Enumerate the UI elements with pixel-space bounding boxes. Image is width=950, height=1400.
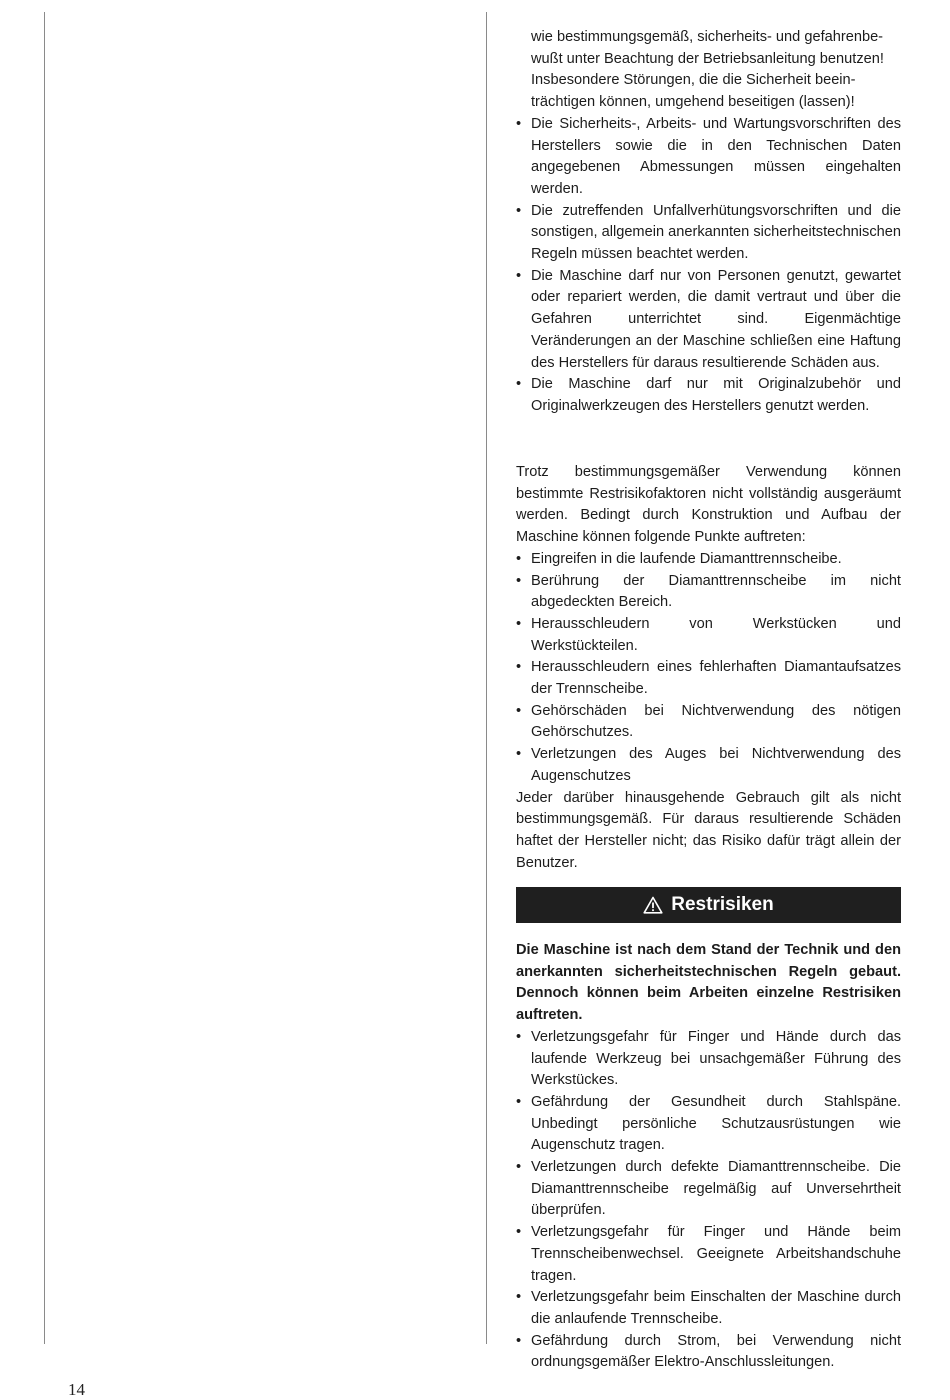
usage-disclaimer: Jeder darüber hinausgehende Gebrauch gilt als nicht bestimmungsgemäß. Für daraus resultierende Schäden haftet der Hersteller nicht; das Risiko dafür trägt allein der Benutzer. <box>516 789 901 871</box>
list-item: • Herausschleudern von Werkstücken und Werkstückteilen. <box>516 614 901 657</box>
list-item: • Verletzungen durch defekte Diamanttrennscheibe. Die Diamanttrennscheibe regelmäßig auf Unversehrtheit überprüfen. <box>516 1157 901 1222</box>
list-item: • Verletzungsgefahr für Finger und Hände durch das laufende Werkzeug bei unsachgemäßer Führung des Werkstückes. <box>516 1027 901 1092</box>
list-item: • Eingreifen in die laufende Diamanttrennscheibe. <box>516 549 901 571</box>
warning-triangle-icon <box>643 896 663 914</box>
restrisiken-list <box>516 1027 901 1374</box>
list-item: • Berührung der Diamanttrennscheibe im nicht abgedeckten Bereich. <box>516 571 901 614</box>
list-item: • Die Maschine darf nur von Personen genutzt, gewartet oder repariert werden, die damit vertraut und über die Gefahren unterrichtet sind. Eigenmächtige Veränderungen an der Maschine schließen eine Haftung des Herstellers für daraus resultierende Schäden aus. <box>516 266 901 375</box>
continuation-line: wußt unter Beachtung der Betriebsanleitung benutzen! <box>531 50 884 67</box>
residual-factors-list <box>516 549 901 788</box>
safety-instructions-section <box>516 27 901 418</box>
continuation-line: trächtigen können, umgehend beseitigen (lassen)! <box>531 94 855 111</box>
list-item: • Die Sicherheits-, Arbeits- und Wartungsvorschriften des Herstellers sowie die in den Technischen Daten angegebenen Abmessungen müssen eingehalten werden. <box>516 114 901 201</box>
continuation-line: wie bestimmungsgemäß, sicherheits- und gefahrenbe- <box>531 29 884 45</box>
safety-bullet-list <box>516 114 901 418</box>
list-item: • Verletzungsgefahr beim Einschalten der Maschine durch die anlaufende Trennscheibe. <box>516 1287 901 1330</box>
page-number: 14 <box>68 1380 85 1399</box>
continuation-line: Insbesondere Störungen, die die Sicherheit beein- <box>531 72 856 89</box>
list-item: • Gefährdung durch Strom, bei Verwendung nicht ordnungsgemäßer Elektro-Anschlussleitungen. <box>516 1331 901 1374</box>
column-divider-rule <box>486 12 487 1344</box>
restrisiken-intro: Die Maschine ist nach dem Stand der Technik und den anerkannten sicherheitstechnischen Regeln gebaut. Dennoch können beim Arbeiten einzelne Restrisiken auftreten. <box>516 942 901 1024</box>
left-margin-rule <box>44 12 45 1344</box>
list-item: • Die zutreffenden Unfallverhütungsvorschriften und die sonstigen, allgemein anerkannten sicherheitstechnischen Regeln müssen beachtet werden. <box>516 201 901 266</box>
residual-factors-intro: Trotz bestimmungsgemäßer Verwendung können bestimmte Restrisikofaktoren nicht vollständig ausgeräumt werden. Bedingt durch Konstruktion und Aufbau der Maschine können folgende Punkte auftreten: <box>516 464 901 546</box>
restrisiken-heading: Restrisiken <box>671 894 774 915</box>
list-item: • Die Maschine darf nur mit Originalzubehör und Originalwerkzeugen des Herstellers genutzt werden. <box>516 374 901 417</box>
restrisiken-section <box>516 940 901 1374</box>
list-item: • Verletzungen des Auges bei Nichtverwendung des Augenschutzes <box>516 744 901 787</box>
list-item: • Herausschleudern eines fehlerhaften Diamantaufsatzes der Trennscheibe. <box>516 657 901 700</box>
list-item: • Gefährdung der Gesundheit durch Stahlspäne. Unbedingt persönliche Schutzausrüstungen wie Augenschutz tragen. <box>516 1092 901 1157</box>
restrisiken-heading-banner <box>516 887 901 923</box>
residual-factors-section <box>516 462 901 874</box>
list-item: • Verletzungsgefahr für Finger und Hände beim Trennscheibenwechsel. Geeignete Arbeitshandschuhe tragen. <box>516 1222 901 1287</box>
continuation-text <box>516 27 901 114</box>
list-item: • Gehörschäden bei Nichtverwendung des nötigen Gehörschutzes. <box>516 701 901 744</box>
